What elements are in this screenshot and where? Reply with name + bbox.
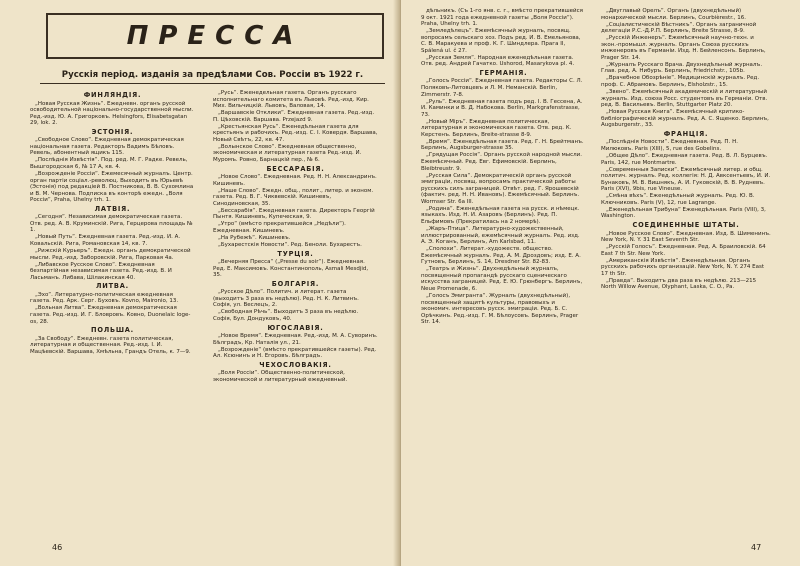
periodical-entry: „Послѣднія Новости“. Ежедневная. Ред. П. Н. Милюковъ. Paris (XIII), 5, rue des Gobelins. <box>601 139 738 152</box>
section-heading: ЭСТОНІЯ. <box>91 127 134 136</box>
periodical-entry: „Театръ и Жизнь“. Двухнедѣльный журналъ, посвященный пропагандѣ русскаго сценическаго искусства заграницей. Ред. Е. Ю. Грюнбергъ. Берлинъ, Neue Promenade, 6. <box>421 266 583 292</box>
periodical-entry: „Свободное Слово“. Ежедневная демократическая національная газета. Редакторъ Вадимъ Бѣловъ. Ревель, абонентный ящикъ 115. <box>30 137 184 157</box>
section-heading: ФИНЛЯНДІЯ. <box>83 91 142 99</box>
periodical-entry: „Американскія Извѣстія“. Еженедѣльная. Органъ русскихъ рабочихъ организацій. New York, N. Y. 274 East 17 th Str. <box>601 257 764 277</box>
periodical-entry: „Бухарестскія Новости“. Ред. Беноли. Бухарестъ. <box>218 242 362 249</box>
periodical-entry: „Общее Дѣло“. Ежедневная газета. Ред. В. Л. Бурцевъ. Paris, 142, rue Montmartre. <box>601 152 768 166</box>
periodical-entry: „Врачебное Обозрѣніе“. Медицинскій журналъ. Ред. проф. С. Абрамовъ. Берлинъ, Elsholzstr., 15. <box>601 75 760 89</box>
section-heading: ФРАНЦІЯ. <box>663 129 709 138</box>
periodical-entry: „Русская Земля“. Народная еженедѣльная газета. Отв. ред. Андрей Гачатко. Ushorod, Masarykova pl. 4. <box>421 54 575 68</box>
column-4 <box>601 8 771 523</box>
periodical-entry: „Голосъ Эмигранта“. Журналъ (двухнедѣльный), посвященный защитѣ культуры, правовыхъ и экономич. интересовъ русск. эмиграціи. Ред. Б. С. Орѣчкинъ. Ред.-изд. Г. М. Бѣлоусовъ. Берлинъ, Prager Str. 14. <box>421 292 579 326</box>
periodical-entry: „Послѣднія Извѣстія“. Под. ред. М. Г. Радке. Ревель, Вышгородская 6, № 17 А, кв. 4. <box>30 157 188 170</box>
periodical-entry: „Возрожденіе“ (вмѣсто прекратившейся газеты). Ред. Ал. Ксюнинъ и Н. Егоровъ. Бѣлградъ. <box>213 346 377 360</box>
section-heading: ЧЕХОСЛОВАКІЯ. <box>259 360 332 369</box>
periodical-entry: „Наше Слово“. Ежедн. общ., полит., литер. и эконом. газета. Ред. В. Г. Чиквевскій. Кишиневъ, Синодиновская, 35. <box>213 187 374 207</box>
page-subtitle: Русскія період. изданія за предѣлами Сов. Россіи въ 1922 г. <box>40 70 385 84</box>
page-title: ПРЕССА <box>126 21 304 51</box>
periodical-entry: „Волынское Слово“. Ежедневная общественно, экономическая и литературная газета Ред.-изд. И. Муромъ. Ровно, Барнацкій пер., № 6. <box>213 143 362 163</box>
periodical-entry: „Журналъ Русскаго Врача. Двухнедѣльный журналъ. Глав. ред. А. Нибуръ. Берлинъ, Friedrichstr., 105b. <box>601 61 763 75</box>
periodical-entry: „Русь“. Еженедельная газета. Органъ русскаго исполнительнаго комитета въ Львовѣ. Ред.-изд. Кир. Мих. Вильчицкій. Львовъ, Валовая, 14. <box>213 90 369 110</box>
section-heading: ЛИТВА. <box>96 282 129 291</box>
periodical-entry: „Новое Слово“. Ежедневная. Ред. Н. Н. Александринъ. Кишиневъ. <box>213 174 377 187</box>
periodical-entry: „Варшавскіе Отклики“. Ежедневная газета. Ред.-изд. П. Цѣховскій. Варшава. Przejazd 9. <box>213 110 375 123</box>
periodical-entry: „На Рубежѣ“. Кишиневъ. <box>218 234 291 241</box>
periodical-entry: „Рижскій Курьеръ“. Ежедн. органъ демократической мысли. Ред.-изд. Заборовскій. Рига, Парковая 4а. <box>30 248 191 261</box>
periodical-entry: „Либавское Русское Слово“. Ежедневная безпартійная независимая газета. Ред.-изд. В. И Ласьманъ. Либава, Шілакинская 40. <box>30 261 172 281</box>
section-heading: ЛАТВІЯ. <box>94 204 131 213</box>
left-page <box>0 0 399 566</box>
title-banner <box>46 13 384 59</box>
column-3 <box>421 8 586 523</box>
column-2 <box>213 90 378 520</box>
periodical-entry: „Новая Русская Книга“. Ежемѣсячный критико-библіографическій журналъ. Ред. А. С. Ященко. Берлинъ, Augsburgerstr., 33. <box>601 109 769 129</box>
section-heading: БЕССАРАБІЯ. <box>266 164 325 173</box>
right-page <box>401 0 800 566</box>
periodical-entry: „Новый Міръ“. Ежедневная политическая, литературная и экономическая газета. Отв. ред. К. Керстенъ. Берлинъ, Breite-strasse 8-9. <box>421 118 572 138</box>
periodical-entry: „Русскій Голосъ“. Ежедневная. Ред. А. Браиловскій. 64 East 7 th Str. New York. <box>601 244 766 257</box>
periodical-entry: „Жаръ-Птица“. Литературно-художественный, иллюстрированный, ежемѣсячный журналъ. Ред. изд. А. Э. Коганъ, Берлинъ, Am Karlsbad, 11. <box>421 226 580 246</box>
periodical-entry: „Время“. Еженедѣльная газета. Ред. Г. Н. Брейтманъ. Берлинъ, Augsburger-strasse 35. <box>421 138 584 152</box>
periodical-entry: „Еженедѣльная Трибуна“ Еженедѣльная. Paris (VIII), 3, Washington. <box>601 206 766 220</box>
periodical-entry: дѣльникъ. (Съ 1-го янв. с. г., вмѣсто прекратившейся 9 окт. 1921 года ежедневной газеты „Воля Россіи“). Praha, Uhelny trh. 1. <box>421 8 583 28</box>
periodical-entry: „Руль“. Ежедневная газета подъ ред. І. В. Гессена, А. И. Каминки и В. Д. Набокова. Berlin, Markgrafenstrasse, 73. <box>421 98 583 118</box>
section-heading: ЮГОСЛАВІЯ. <box>267 323 324 332</box>
periodical-entry: „Новая Русская Жизнь“. Ежедневн. органъ русской освободительной національно-государственной мысли. Ред.-изд. Ю. А. Григорковъ. Helsingfors, Elisabetsgatan 29, lok. 2. <box>30 100 194 127</box>
section-heading: ТУРЦІЯ. <box>277 249 314 258</box>
periodical-entry: „Бессарабія“. Ежедневная газета. Директоръ Георгій Пынтя. Кишиневъ, Купеческая, 9. <box>213 207 375 221</box>
periodical-entry: „Сегодня“. Независимая демократическая газета. Отв. ред. А. В. Круминскій. Рига, Герцерова площадь № 1. <box>30 214 193 234</box>
periodical-entry: „Эхо“. Литературно-политическая ежедневная газета. Ред. Арк. Серг. Буховъ. Kovno, Maironio, 13. <box>30 291 179 305</box>
section-heading: ГЕРМАНІЯ. <box>479 68 528 77</box>
periodical-entry: „Утро“ (вмѣсто прекратившейся „Недѣли“). Ежедневная. Кишиневъ. <box>213 221 346 234</box>
periodical-entry: „Свободная Рѣчь“. Выходитъ 3 раза въ недѣлю. Софія, Бул. Дондуковъ, 40. <box>213 309 359 322</box>
section-heading: БОЛГАРІЯ. <box>271 279 320 288</box>
periodical-entry: „Родина“. Еженедѣльная газета на русск. и нѣмецк. языкахъ. Изд. Н. И. Азаровъ (Берлинъ). Ред. П. Ельфимовъ (Прекратилась на 2 номерѣ). <box>421 205 580 225</box>
section-heading: ПОЛЬША. <box>91 326 134 335</box>
periodical-entry: „Вечерняя Пресса“ („Presse du soir“). Ежедневная. Ред. Е. Максимовъ. Константинополь, Asmali Mesdjid, 35. <box>213 259 369 279</box>
periodical-entry: „Русское Дѣло“. Политич. и литерат. газета (выходитъ 3 раза въ недѣлю). Ред. Н. К. Литвинъ. Софія, ул. Веслецъ, 2. <box>213 289 359 309</box>
periodical-entry: „За Свободу“. Ежедневн. газета политическая, литературная и общественная. Ред.-изд. І. И. Мацѣевскій. Варшава, Хмѣльна, Грандъ Отель, к. 7—9. <box>30 335 191 355</box>
section-heading: СОЕДИНЕННЫЕ ШТАТЫ. <box>632 220 740 229</box>
periodical-entry: „Двуглавый Орелъ“. Органъ (двухнедѣльный) монархической мысли. Берлинъ, Courbièrestr., 16. <box>601 8 746 21</box>
periodical-entry: „Голосъ Россіи“. Ежедневная газета. Редакторы С. Л. Поляковъ-Литовцевъ и Л. М. Неманскій. Berlin, Zimmerstr. 7-8. <box>421 78 583 98</box>
column-1 <box>30 90 195 520</box>
page-number-left: 46 <box>52 543 63 552</box>
periodical-entry: „Русскій Инженеръ“. Ежемѣсячный научно-техн. и экон.-промышл. журналъ. Органъ Союза русскихъ инженеровъ въ Германіи. Изд. Н. Бейленсонъ. Берлинъ, Prager Str. 14. <box>601 35 766 61</box>
periodical-entry: „Возрожденіе Россіи“. Ежемесячный журналъ. Центр. орган партіи соціал.-революц. Выходитъ въ Юрьевѣ (Эстонія) под редакціей В. Постникова, В. В. Сухомлина и В. М. Чернова. Подписка въ конторѣ ежедн. „Воля Россіи“, Praha, Uhelny trh. 1. <box>30 171 194 204</box>
periodical-entry: „Соціалистическій Вѣстникъ“. Органъ заграничной делегаціи Р.С.-Д.Р.П. Берлинъ, Breite Strasse, 8-9. <box>601 21 757 35</box>
periodical-entry: „Русская Сила“. Демократическій органъ русской эмиграціи, посвящ. вопросамъ практической работы русскихъ силъ заграницей. Отвѣт. ред. Г. Ярошевскій (фактич. ред. Н. Н. Ивановъ). Ежемѣсячный. Берлинъ. Wormser Str. 6а III. <box>421 172 580 205</box>
periodical-entry: „Правда“. Выходитъ два раза въ недѣлю. 213—215 North Willow Avenue, Olyphant, Laska, C. O., Pa. <box>601 277 757 291</box>
periodical-entry: „Современныя Записки“. Ежемѣсячный литер. и общ. политич. журналъ. Ред. коллегія: Н. Д. Авксентьевъ, И. И. Бунаковъ, М. В. Вишнякъ, А. И. Гуковскій, В. В. Рудневъ. Paris (XVI), 9bis, rue Vineuse. <box>601 166 771 193</box>
periodical-entry: „Звено“. Ежемѣсячный академическій и литературный журналъ. Изд. союза Росс. студентовъ въ Германіи. Отв. ред. В. Васильевъ. Berlin, Stuttgarter Platz 20. <box>601 89 768 109</box>
periodical-entry: „Смѣна вѣхъ“. Еженедѣльный журналъ. Ред. Ю. В. Ключниковъ. Paris (V), 12, rue Lagrange. <box>601 193 755 206</box>
page-number-right: 47 <box>751 543 762 552</box>
periodical-entry: „Новое Русское Слово“. Ежедневная. Изд. В. Шименинъ. New York, N. Y. 31 East Seventh Str. <box>601 230 771 244</box>
periodical-entry: „Крестьянская Русь“. Еженедѣльная газета для крестьянъ и рабочихъ. Ред.-изд. С. І. Ковердя. Варшава, Новый Свѣтъ, 22, кв. 47. <box>213 123 378 143</box>
periodical-entry: „Земледѣлецъ“. Ежемѣсячный журналъ, посвящ. вопросамъ сельскаго хоз. Подъ ред. И. В. Емельянова, С. В. Маракуева и проф. К. Г. Шиндлера. Прага II, Spálená ul. č 27. <box>421 28 581 54</box>
periodical-entry: „Новое Время“. Ежедневная. Ред.-изд. М. А. Суворинъ. Бѣлградъ, Кр. Наталія ул., 21. <box>213 333 378 346</box>
periodical-entry: „Вольная Литва“. Ежедневная демократическая газета. Ред.-изд. И. Г. Бловровъ. Ковно, Duonelaic loge-os, 28. <box>30 305 191 325</box>
periodical-entry: „Воля Россіи“. Общественно-политической, экономической и литературный ежедневный. <box>213 370 348 383</box>
periodical-entry: „Сполохи“. Литерат.-художеств. общество. Ежемѣсячный журналъ. Ред. А. М. Дроздовъ; изд. Е. А. Гутновъ, Берлинъ, S. 14, Dresdner Str. 82-83. <box>421 246 581 266</box>
periodical-entry: „Новый Путь“. Ежедневная газета. Ред.-изд. И. А. Ковальскій. Рига, Романовская 14, кв. 7. <box>30 234 181 247</box>
periodical-entry: „Грядущая Россія“. Органъ русской народной мысли. Ежемѣсячный. Ред. Евг. Ефимовскій. Берлинъ, Bleibtreustr. 9. <box>421 152 582 172</box>
